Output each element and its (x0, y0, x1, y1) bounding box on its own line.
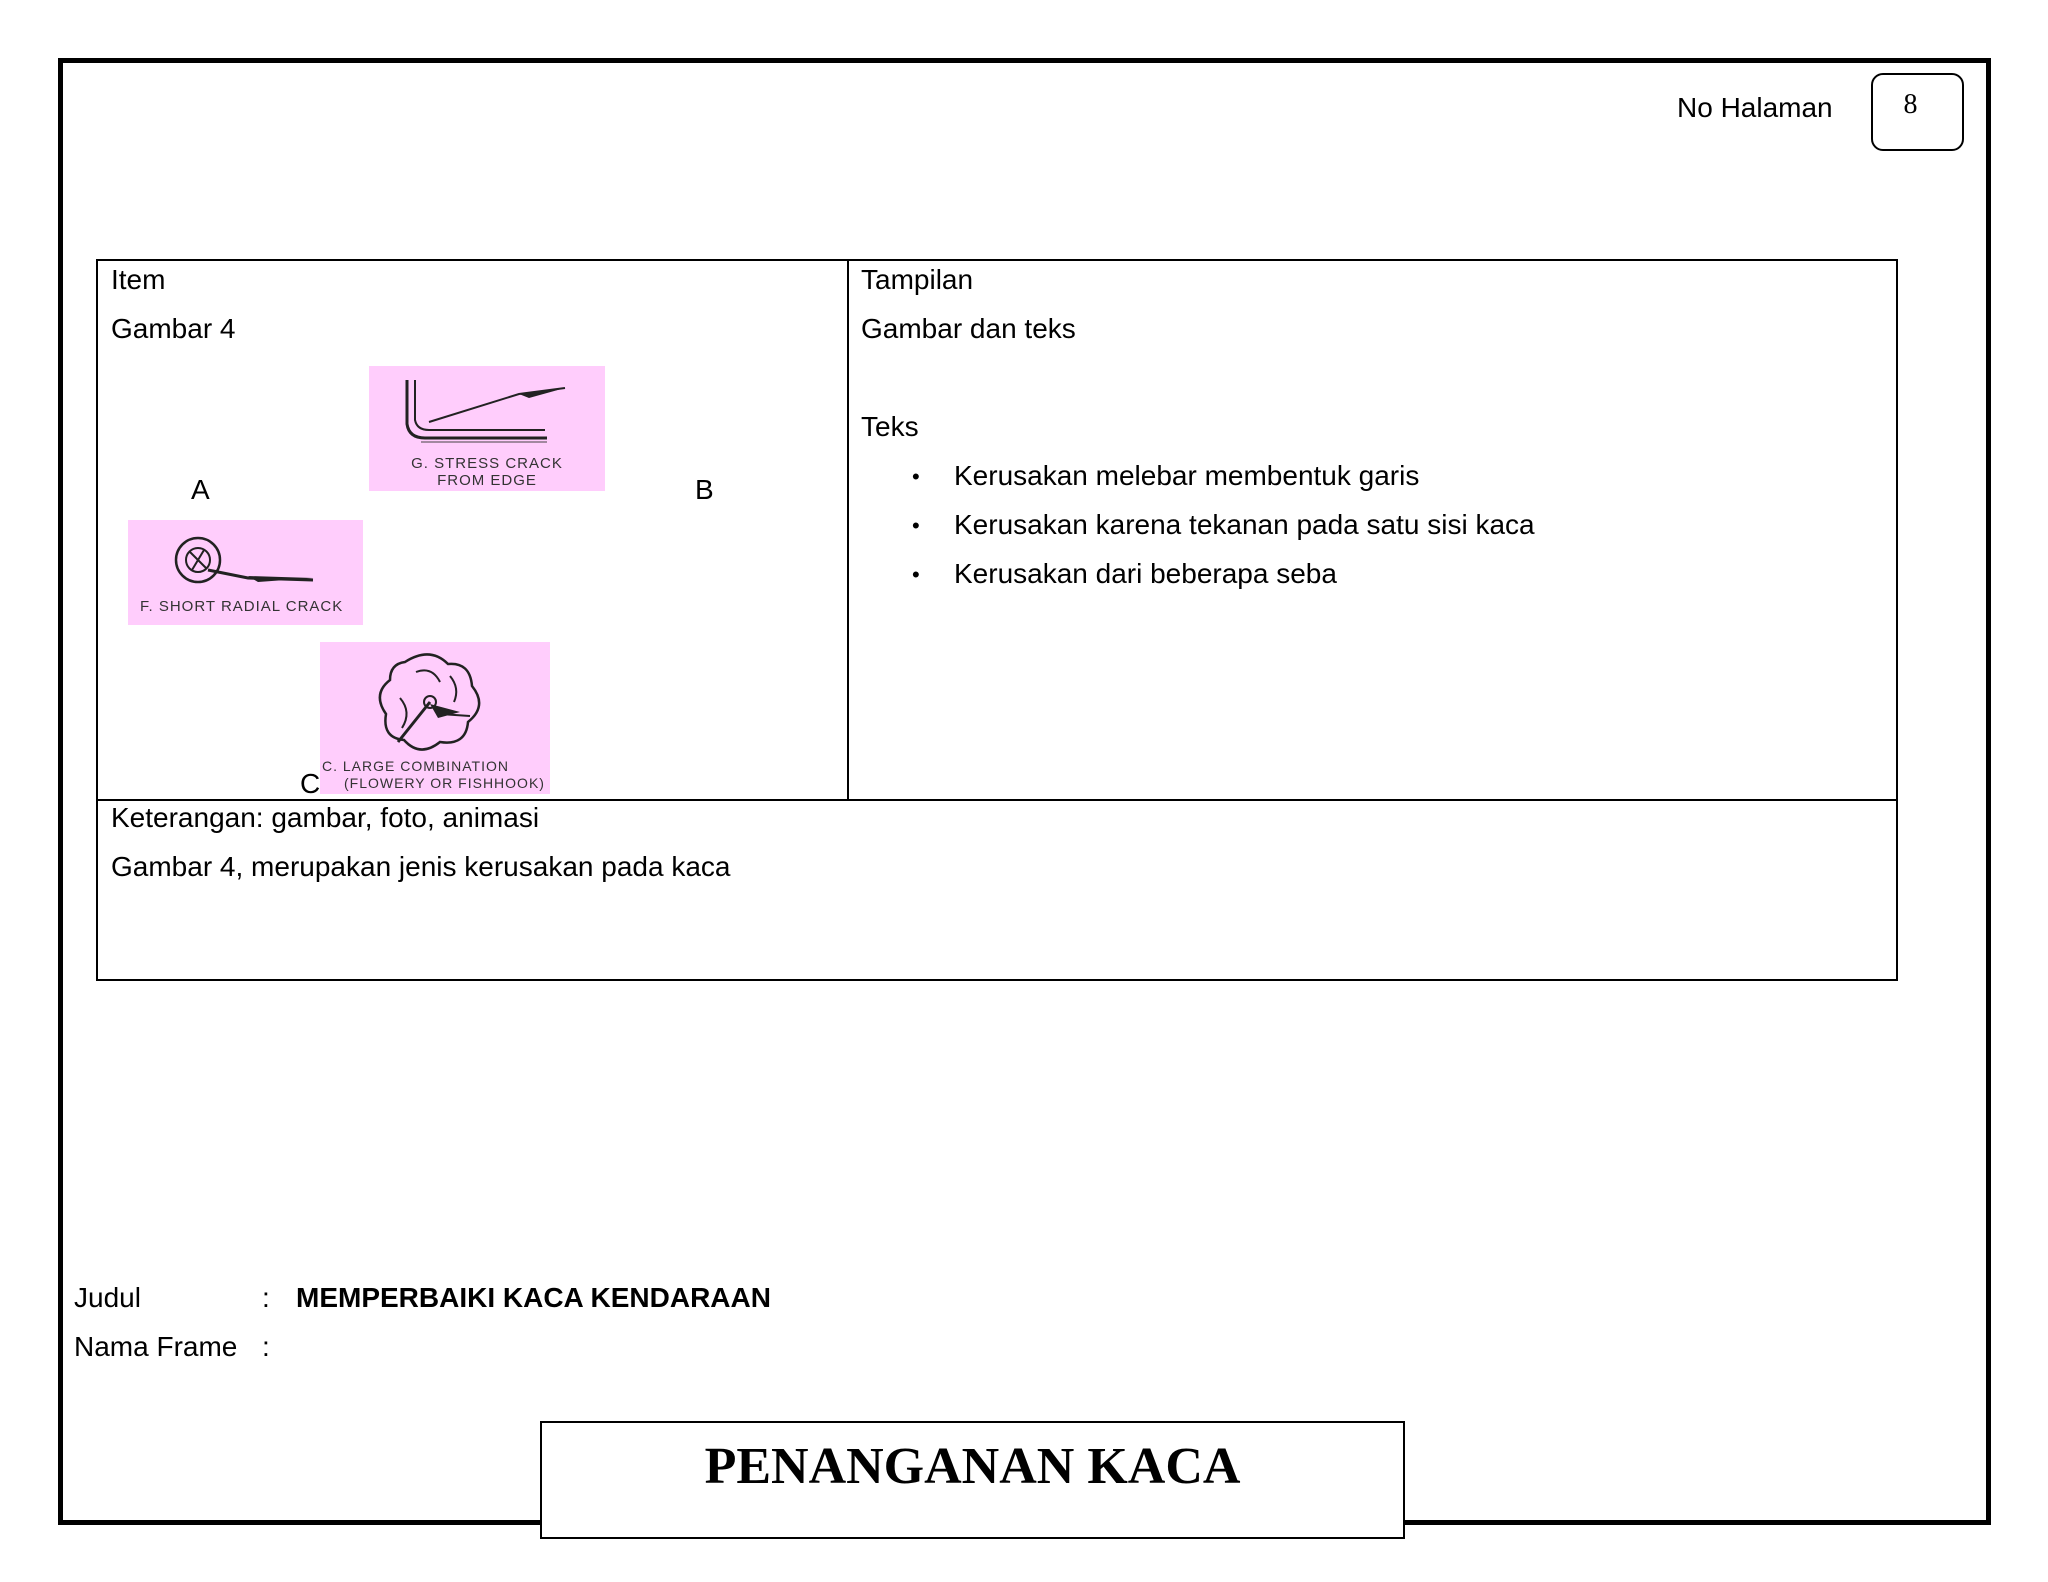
tampilan-header: Tampilan (861, 264, 974, 295)
stress-crack-image (369, 366, 605, 491)
content-table (96, 259, 1898, 981)
bullet-icon: • (912, 513, 920, 538)
page-number-box: 8 (1871, 73, 1964, 151)
frame-title: PENANGANAN KACA (704, 1438, 1241, 1495)
column-divider (847, 261, 849, 799)
figure-label-a: A (191, 474, 210, 505)
judul-label: Judul (74, 1282, 141, 1313)
teks-label: Teks (861, 411, 919, 442)
bullet-text-1: Kerusakan melebar membentuk garis (954, 460, 1420, 491)
bullet-text-3: Kerusakan dari beberapa seba (954, 558, 1337, 589)
combination-crack-image (320, 642, 550, 794)
figure-label-c: C (300, 768, 321, 799)
bullet-text-2: Kerusakan karena tekanan pada satu sisi kaca (954, 509, 1535, 540)
judul-colon: : (262, 1282, 270, 1313)
row-divider (98, 799, 1896, 801)
keterangan-text: Gambar 4, merupakan jenis kerusakan pada kaca (111, 851, 731, 882)
frame-title-box (540, 1421, 1405, 1539)
page-number-label: No Halaman (1677, 92, 1833, 123)
radial-crack-image (128, 520, 363, 625)
bullet-icon: • (912, 562, 920, 587)
stress-caption-line-2: FROM EDGE (437, 472, 537, 489)
nama-frame-colon: : (262, 1331, 270, 1362)
combination-caption-line-1: C. LARGE COMBINATION (322, 758, 509, 774)
figure-label-b: B (695, 474, 714, 505)
judul-value: MEMPERBAIKI KACA KENDARAAN (296, 1282, 771, 1313)
item-header: Item (111, 264, 166, 295)
item-value: Gambar 4 (111, 313, 236, 344)
combination-caption-line-2: (FLOWERY OR FISHHOOK) (344, 775, 545, 791)
radial-caption: F. SHORT RADIAL CRACK (140, 598, 344, 615)
tampilan-value: Gambar dan teks (861, 313, 1076, 344)
stress-caption-line-1: G. STRESS CRACK (411, 455, 563, 472)
nama-frame-label: Nama Frame (74, 1331, 238, 1362)
keterangan-label: Keterangan: gambar, foto, animasi (111, 802, 540, 833)
bullet-icon: • (912, 464, 920, 489)
